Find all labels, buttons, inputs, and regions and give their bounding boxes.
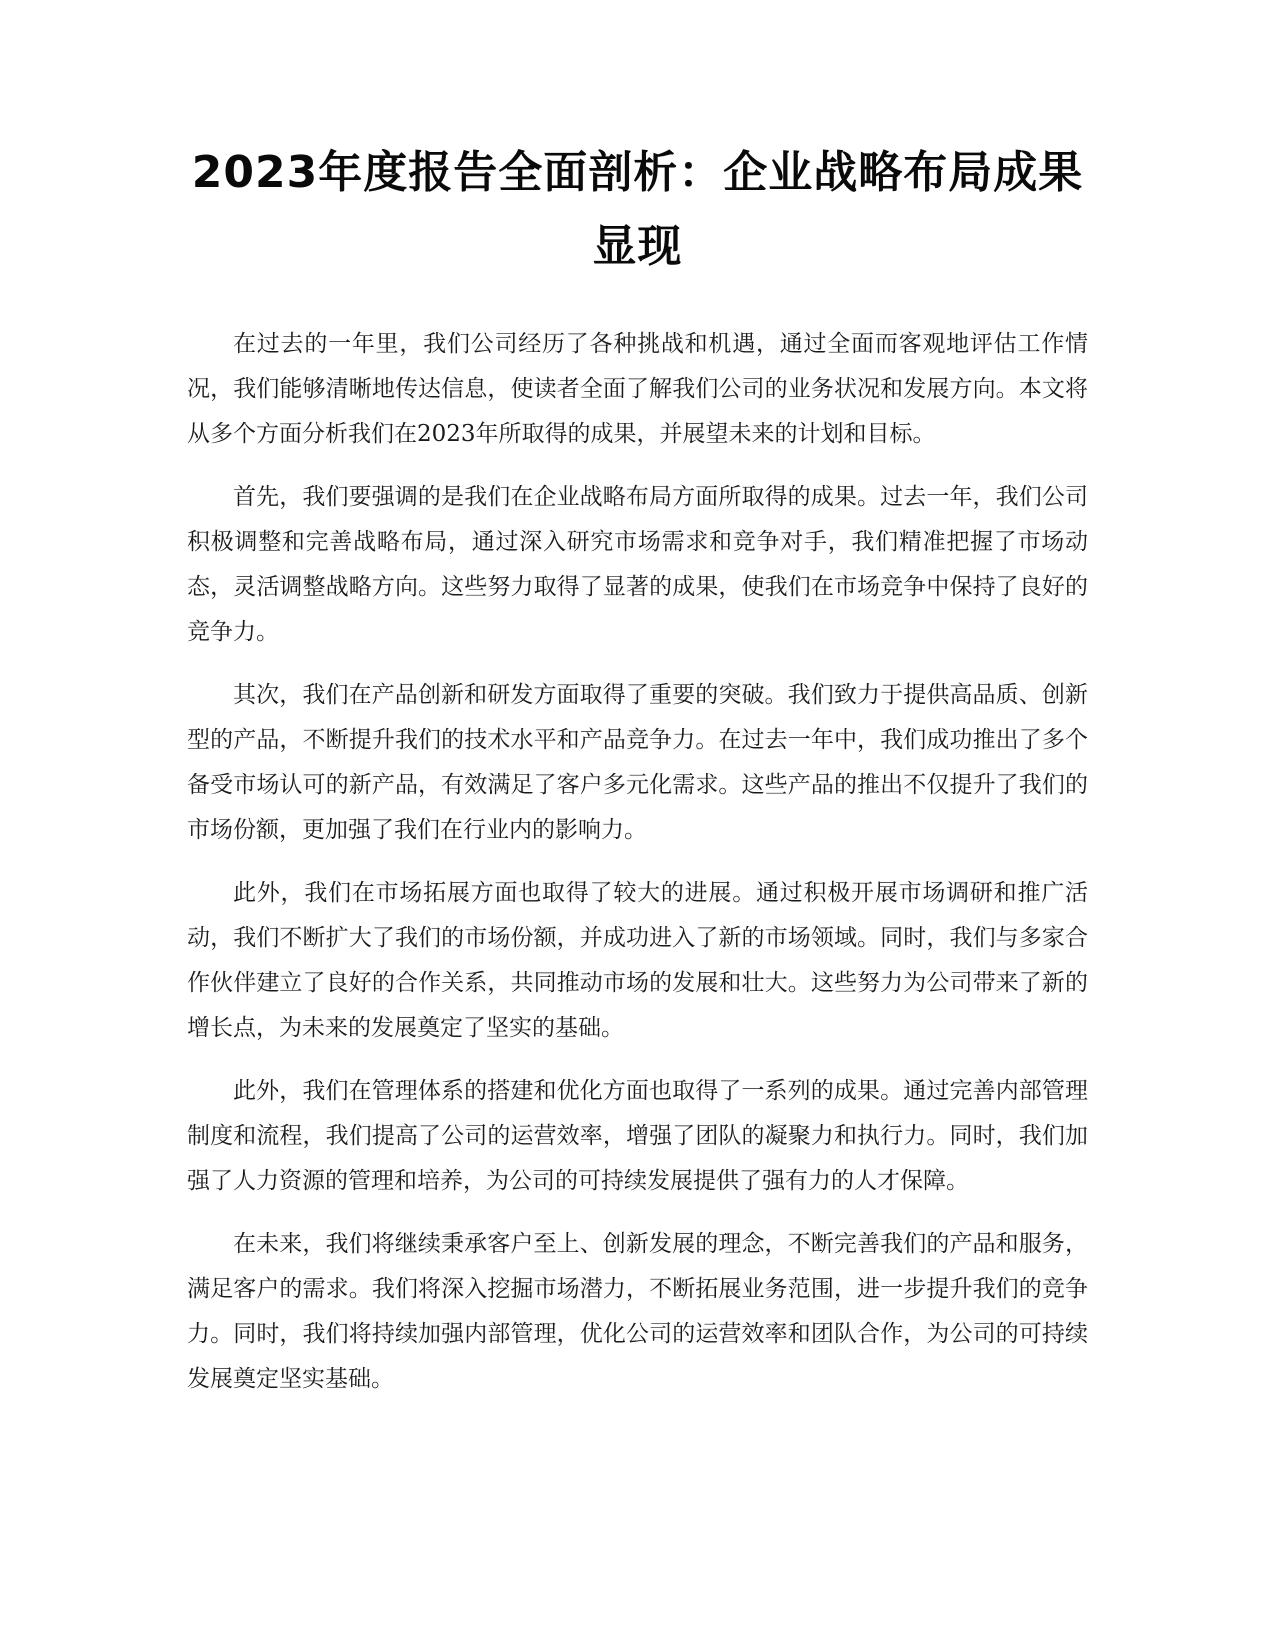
document-body	[187, 322, 1088, 1420]
paragraph-intro: 在过去的一年里，我们公司经历了各种挑战和机遇，通过全面而客观地评估工作情况，我们能够清晰地传达信息，使读者全面了解我们公司的业务状况和发展方向。本文将从多个方面分析我们在2023年所取得的成果，并展望未来的计划和目标。	[187, 331, 1088, 447]
paragraph-product-innovation: 其次，我们在产品创新和研发方面取得了重要的突破。我们致力于提供高品质、创新型的产品，不断提升我们的技术水平和产品竞争力。在过去一年中，我们成功推出了多个备受市场认可的新产品，有效满足了客户多元化需求。这些产品的推出不仅提升了我们的市场份额，更加强了我们在行业内的影响力。	[187, 682, 1088, 843]
paragraph-future: 在未来，我们将继续秉承客户至上、创新发展的理念，不断完善我们的产品和服务，满足客户的需求。我们将深入挖掘市场潜力，不断拓展业务范围，进一步提升我们的竞争力。同时，我们将持续加强内部管理，优化公司的运营效率和团队合作，为公司的可持续发展奠定坚实基础。	[187, 1231, 1088, 1392]
paragraph-market-expansion: 此外，我们在市场拓展方面也取得了较大的进展。通过积极开展市场调研和推广活动，我们不断扩大了我们的市场份额，并成功进入了新的市场领域。同时，我们与多家合作伙伴建立了良好的合作关系，共同推动市场的发展和壮大。这些努力为公司带来了新的增长点，为未来的发展奠定了坚实的基础。	[187, 880, 1088, 1041]
paragraph-management: 此外，我们在管理体系的搭建和优化方面也取得了一系列的成果。通过完善内部管理制度和流程，我们提高了公司的运营效率，增强了团队的凝聚力和执行力。同时，我们加强了人力资源的管理和培养，为公司的可持续发展提供了强有力的人才保障。	[187, 1078, 1088, 1194]
paragraph-strategy: 首先，我们要强调的是我们在企业战略布局方面所取得的成果。过去一年，我们公司积极调整和完善战略布局，通过深入研究市场需求和竞争对手，我们精准把握了市场动态，灵活调整战略方向。这些努力取得了显著的成果，使我们在市场竞争中保持了良好的竞争力。	[187, 484, 1088, 645]
document-title: 2023年度报告全面剖析：企业战略布局成果显现	[191, 147, 1084, 272]
